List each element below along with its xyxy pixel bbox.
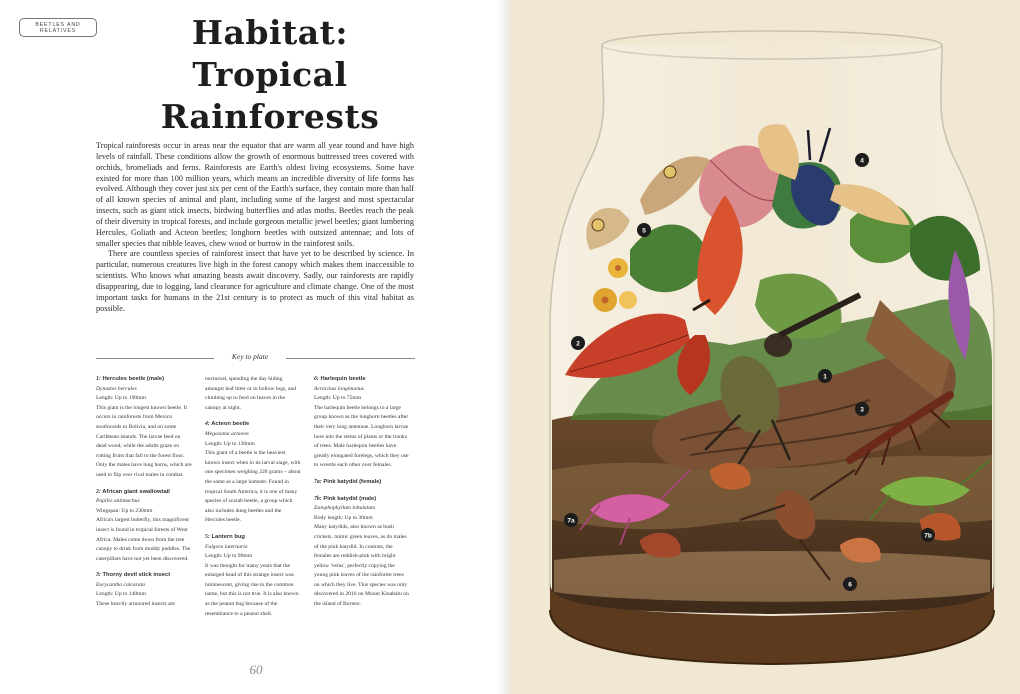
key-entry-title: Pink katydid (male) xyxy=(323,495,377,502)
key-entry-number: 1: xyxy=(96,376,101,382)
intro-text xyxy=(96,141,414,315)
key-entry-latin: Eulophophyllum lobulatum xyxy=(314,505,376,512)
svg-text:1: 1 xyxy=(823,373,827,381)
book-gutter xyxy=(496,0,510,694)
svg-text:6: 6 xyxy=(848,581,852,589)
key-entry-title: Harlequin beetle xyxy=(320,376,366,382)
key-entry-name xyxy=(314,495,410,505)
key-entry-name xyxy=(96,375,192,385)
key-entry-latin: Megasoma actaeon xyxy=(205,430,249,437)
svg-text:5: 5 xyxy=(642,227,646,235)
key-entry-title: Lantern bug xyxy=(211,533,245,540)
marker-3 xyxy=(855,402,869,416)
key-entry-number: 2: xyxy=(96,488,101,495)
svg-text:4: 4 xyxy=(860,157,864,165)
key-column-3 xyxy=(314,375,410,617)
marker-7b xyxy=(921,528,935,542)
key-entry-number: 7b: xyxy=(314,495,322,502)
key-entry-description: Length: Up to 90mm It was thought for many years that the enlarged head of this strange insect was luminescent, giving rise to the common name, but this is not true. It is also known as the peanut bug because of the resemblance to a peanut shell. xyxy=(205,553,299,617)
key-entry-title: Thorny devil stick insect xyxy=(102,572,171,579)
key-entry-latin: Acrocinus longimanus xyxy=(314,385,364,392)
svg-text:2: 2 xyxy=(576,340,580,348)
page-number: 60 xyxy=(249,662,263,677)
key-entry-description: Length: Up to 75mm The harlequin beetle belongs to a large group known as the longhorn beetles after their very long antennae. Longhorn larvae bore into the stems of plants or the trunks of trees. Male harlequin beetles have greatly elongated forelegs, which they use to wrestle each other over females. xyxy=(314,395,409,469)
key-column-1 xyxy=(96,375,192,617)
key-entry-name xyxy=(205,533,301,543)
key-entry-latin: Eurycantha calcarata xyxy=(96,581,145,588)
key-entry-latin: Papilio antimachus xyxy=(96,498,140,505)
svg-text:7b: 7b xyxy=(924,532,932,540)
key-entry-name xyxy=(96,571,192,581)
key-entry-title: Hercules beetle (male) xyxy=(102,376,165,382)
marker-2 xyxy=(571,336,585,350)
marker-5 xyxy=(637,223,651,237)
key-entry-description: Length: Up to 130mm This giant of a beetle is the heaviest known insect when in its larval stage, with one specimen weighing 228 grams – about the same as a large hamster. Found in tropical South America, it is one of many species of scarab beetle, a group which also includes dung beetles and the Hercules beetle. xyxy=(205,440,301,524)
page-title xyxy=(140,12,400,138)
key-entry-name xyxy=(314,375,410,385)
key-entry xyxy=(96,375,192,481)
key-entry-number: 5: xyxy=(205,533,210,540)
key-entry xyxy=(205,375,301,413)
illustration-page xyxy=(510,0,1020,694)
key-entry-number: 4: xyxy=(205,421,210,428)
marker-1 xyxy=(818,369,832,383)
key-entry-latin: Fulgora laternaria xyxy=(205,543,248,550)
key-column-2 xyxy=(205,375,301,626)
intro-paragraph: Tropical rainforests occur in areas near the equator that are warm all year round and have high levels of rainfall. These conditions allow the growth of enormous buttressed trees covered with orchids, bromeliads and ferns. Rainforests are Earth's oldest living ecosystems. Some have existed for more than 100 million years, which means an incredible diversity of life forms has evolved. Although they cover just six per cent of the Earth's surface, they contain more than half of all known species of animal and plant, including some of the largest and most spectacular insects, such as giant stick insects, birdwing butterflies and atlas moths. Beetles reach the peak of their diversity in tropical forests, and include gorgeous metallic jewel beetles; giant lumbering Hercules, Goliath and Acteon beetles; longhorn beetles with outsized antennae; and lots of smaller species that nibble leaves, chew wood or burrow in the rainforest soils. xyxy=(96,141,414,248)
divider xyxy=(96,358,214,359)
key-entry-name xyxy=(96,488,192,498)
key-entry-name xyxy=(205,420,301,430)
key-entry xyxy=(96,571,192,609)
key-entry-title: Acteon beetle xyxy=(211,421,250,428)
key-entry-description: Wingspan: Up to 230mm Africa's largest butterfly, this magnificent insect is found in tropical forests of West Africa. Males come down from the tree canopy to drink from muddy puddles. The caterpillars have not yet been discovered. xyxy=(96,507,191,562)
key-entry-number: 6: xyxy=(314,376,319,382)
key-entry-description: Length: Up to 140mm These heavily armoured insects are xyxy=(96,591,175,608)
key-entry-latin: Dynastes hercules xyxy=(96,385,137,392)
key-entry-name xyxy=(314,478,410,488)
key-entry-title: Pink katydid (female) xyxy=(323,478,382,485)
intro-paragraph: There are countless species of rainforest insect that have yet to be described by science. In particular, numerous creatures live high in the forest canopy which makes them inaccessible to scientists. Who knows what amazing beasts await discovery. Sadly, our rainforests are rapidly disappearing, due to logging, land clearance for agriculture and climate change. One of the most important tasks for humans in the 21st century is to protect as much of this vital habitat as possible. xyxy=(96,249,414,313)
svg-text:3: 3 xyxy=(860,406,864,414)
terrarium-illustration xyxy=(510,0,1020,694)
key-entry xyxy=(96,488,192,565)
title-line: Habitat: xyxy=(191,13,349,52)
key-entry-description: nocturnal, spending the day hiding amongst leaf litter or in hollow logs, and climbing up to feed on leaves in the canopy at night. xyxy=(205,376,297,411)
marker-7a xyxy=(564,513,578,527)
marker-4 xyxy=(855,153,869,167)
key-entry-title: African giant swallowtail xyxy=(102,488,170,495)
section-tag-line: RELATIVES xyxy=(39,28,77,34)
title-line: Tropical xyxy=(192,55,348,94)
key-entry-description: Body length: Up to 30mm Many katydids, also known as bush crickets, mimic green leaves, as do males of the pink katydid. In contrast, the females are reddish-pink with bright yellow 'veins', perfectly copying the young pink leaves of the rainforest trees on which they live. This species was only discovered in 2016 on Mount Kinabalu on the island of Borneo. xyxy=(314,514,409,608)
key-entry-description: Length: Up to 190mm This giant is the longest known beetle. It occurs in rainforests from Mexico southwards to Bolivia, and on some Caribbean islands. The larvae feed on dead wood, while the adults graze on rotting fruits that fall to the forest floor. Only the males have long horns, which are used to flip over rival males in combat. xyxy=(96,395,192,478)
svg-text:7a: 7a xyxy=(567,517,575,525)
key-entry xyxy=(314,495,410,610)
title-line: Rainforests xyxy=(160,97,380,136)
divider xyxy=(286,358,415,359)
key-entry xyxy=(205,420,301,526)
section-tag xyxy=(19,18,97,37)
key-entry-number: 7a: xyxy=(314,478,322,485)
key-entry xyxy=(314,478,410,488)
key-heading: Key to plate xyxy=(231,352,269,361)
key-entry xyxy=(205,533,301,619)
marker-6 xyxy=(843,577,857,591)
section-tag-line: BEETLES AND xyxy=(35,22,81,28)
key-entry xyxy=(314,375,410,471)
key-entry-number: 3: xyxy=(96,572,101,579)
